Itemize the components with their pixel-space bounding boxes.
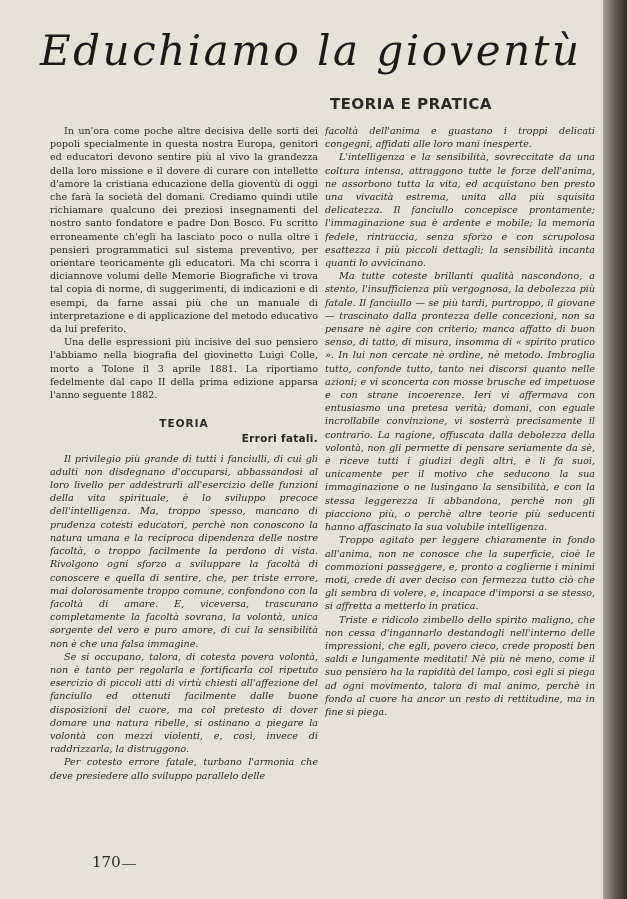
article-title: Educhiamo la gioventù [40,26,582,75]
body-paragraph: L'intelligenza e la sensibilità, sovreccitate da una coltura intensa, attraggono tutte le forze dell'anima, ne assorbono tutta la vita, ed acquistano ben presto una vivacità estrema, unita alla più squisita delicatezza. Il fanciullo concepisce prontamente; l'immaginazione sua è ardente e mobile; la memoria fedele, rintraccia, senza sforzo e con scrupolosa esattezza i più piccoli dettagli; la sensibilità incanta quanti lo avvicinano. [325,152,595,270]
page-number: 170 [92,853,121,871]
body-paragraph: Ma tutte coteste brillanti qualità nascondono, a stento, l'insufficienza più vergognosa, la debolezza più fatale. Il fanciullo — se più tardi, purtroppo, il giovane — trascinato dalla prontezza delle concezioni, non sa pensare nè agire con criterio; manca affatto di buon senso, di tatto, di misura, insomma di « spirito pratico ». In lui non cercate nè ordine, nè metodo. Imbroglia tutto, confonde tutto, tanto nei discorsi quanto nelle azioni; e vi sconcerta con mosse brusche ed impetuose e con strane incoerenze. Ieri vi affermava con entusiasmo una pretesa verità; domani, con eguale incrollabile convinzione, vi sosterrà precisamente il contrario. La ragione, offuscata dalla debolezza della volontà, non gli permette di pensare seriamente da sè, e riceve tutti i giudizi degli altri, e li fa suoi, unicamente per il motivo che seducono la sua immaginazione o ne lusingano la sensibilità, e con la stessa leggerezza li abbandona, perchè non gli piacciono più, o perchè altre teorie più seducenti hanno affascinato la sua volubile intelligenza. [325,271,595,534]
intro-paragraph: Una delle espressioni più incisive del suo pensiero l'abbiamo nella biografia del giovinetto Luigi Colle, morto a Tolone il 3 aprile 1881. La riportiamo fedelmente dal capo II della prima edizione apparsa l'anno seguente 1882. [50,337,318,402]
section-heading-teoria: TEORIA [159,418,209,431]
article-subtitle: TEORIA E PRATICA [329,95,493,113]
left-body [50,453,318,783]
body-paragraph-continued: facoltà dell'anima e guastano i troppi delicati congegni, affidati alle loro mani inesperte. [325,126,595,151]
body-paragraph: Per cotesto errore fatale, turbano l'armonia che deve presiedere allo sviluppo parallelo delle [50,757,318,782]
body-paragraph: Triste e ridicolo zimbello dello spirito maligno, che non cessa d'ingannarlo destandogli nell'interno delle impressioni, che egli, povero cieco, crede proposti ben saldi e lungamente meditati! Nè più nè meno, come il suo pensiero ha la rapidità del lampo, così egli si piega ad ogni movimento, talora di mal animo, perchè in fondo al cuore ha ancor un resto di rettitudine, ma in fine si piega. [325,614,595,718]
intro-paragraph: In un'ora come poche altre decisiva delle sorti dei popoli specialmente in questa nostra Europa, genitori ed educatori devono sentire più al vivo la grandezza della loro missione e il dovere di curare con intelletto d'amore la cristiana educazione della gioventù di oggi che farà la società del domani. Crediamo quindi utile richiamare qualcuno dei preziosi insegnamenti del nostro santo fondatore e padre Don Bosco. Fu scritto erroneamente ch'egli ha lasciato poco o nulla oltre i pensieri programmatici sul sistema preventivo, per orientare teoricamente gli educatori. Ma chi scorra i diciannove volumi delle Memorie Biografiche vi trova tal copia di norme, di suggerimenti, di indicazioni e di esempi, da farne assai più che un manuale di interpretazione e di applicazione del metodo educativo da lui preferito. [50,126,318,336]
subsection-heading-errori-fatali: Errori fatali. [241,433,318,446]
left-column [50,125,318,865]
body-paragraph: Il privilegio più grande di tutti i fanciulli, di cui gli adulti non disdegnano d'occuparsi, abbassandosi al loro livello per addestrarli all'esercizio delle funzioni della vita spirituale, è lo sviluppo precoce dell'intelligenza. Ma, troppo spesso, mancano di prudenza cotesti educatori, perchè non conoscono la natura umana e la reciproca dipendenza delle nostre facoltà, o troppo facilmente la perdono di vista. Rivolgono ogni sforzo a sviluppare la facoltà di conoscere e quella di sentire, che, per triste errore, mai dolorosamente troppo comune, confondono con la facoltà di amare. E, viceversa, trascurano completamente la facoltà sovrana, la volontà, unica sorgente del vero e puro amore, di cui la sensibilità non è che una falsa immagine. [50,453,318,650]
body-paragraph: Se si occupano, talora, di cotesta povera volontà, non è tanto per regolarla e fortificarla col ripetuto esercizio di piccoli atti di virtù chiesti all'affezione del fanciullo ed ottenuti facilmente dalle buone disposizioni del cuore, ma col pretesto di dover domare una natura ribelle, si ostinano a piegare la volontà con mezzi violenti, e, così, invece di raddrizzarla, la distruggono. [50,651,318,756]
book-spine-edge [603,0,627,899]
right-column [325,125,595,865]
footer-dash [122,864,136,865]
body-paragraph: Troppo agitato per leggere chiaramente in fondo all'anima, non ne conosce che la superficie, cioè le commozioni passeggere, e, pronto a coglierne i minimi moti, crede di aver deciso con fermezza tutto ciò che gli sembra di volere, e, incapace d'imporsi a se stesso, si affretta a metterlo in pratica. [325,535,595,613]
intro-section [50,125,318,402]
